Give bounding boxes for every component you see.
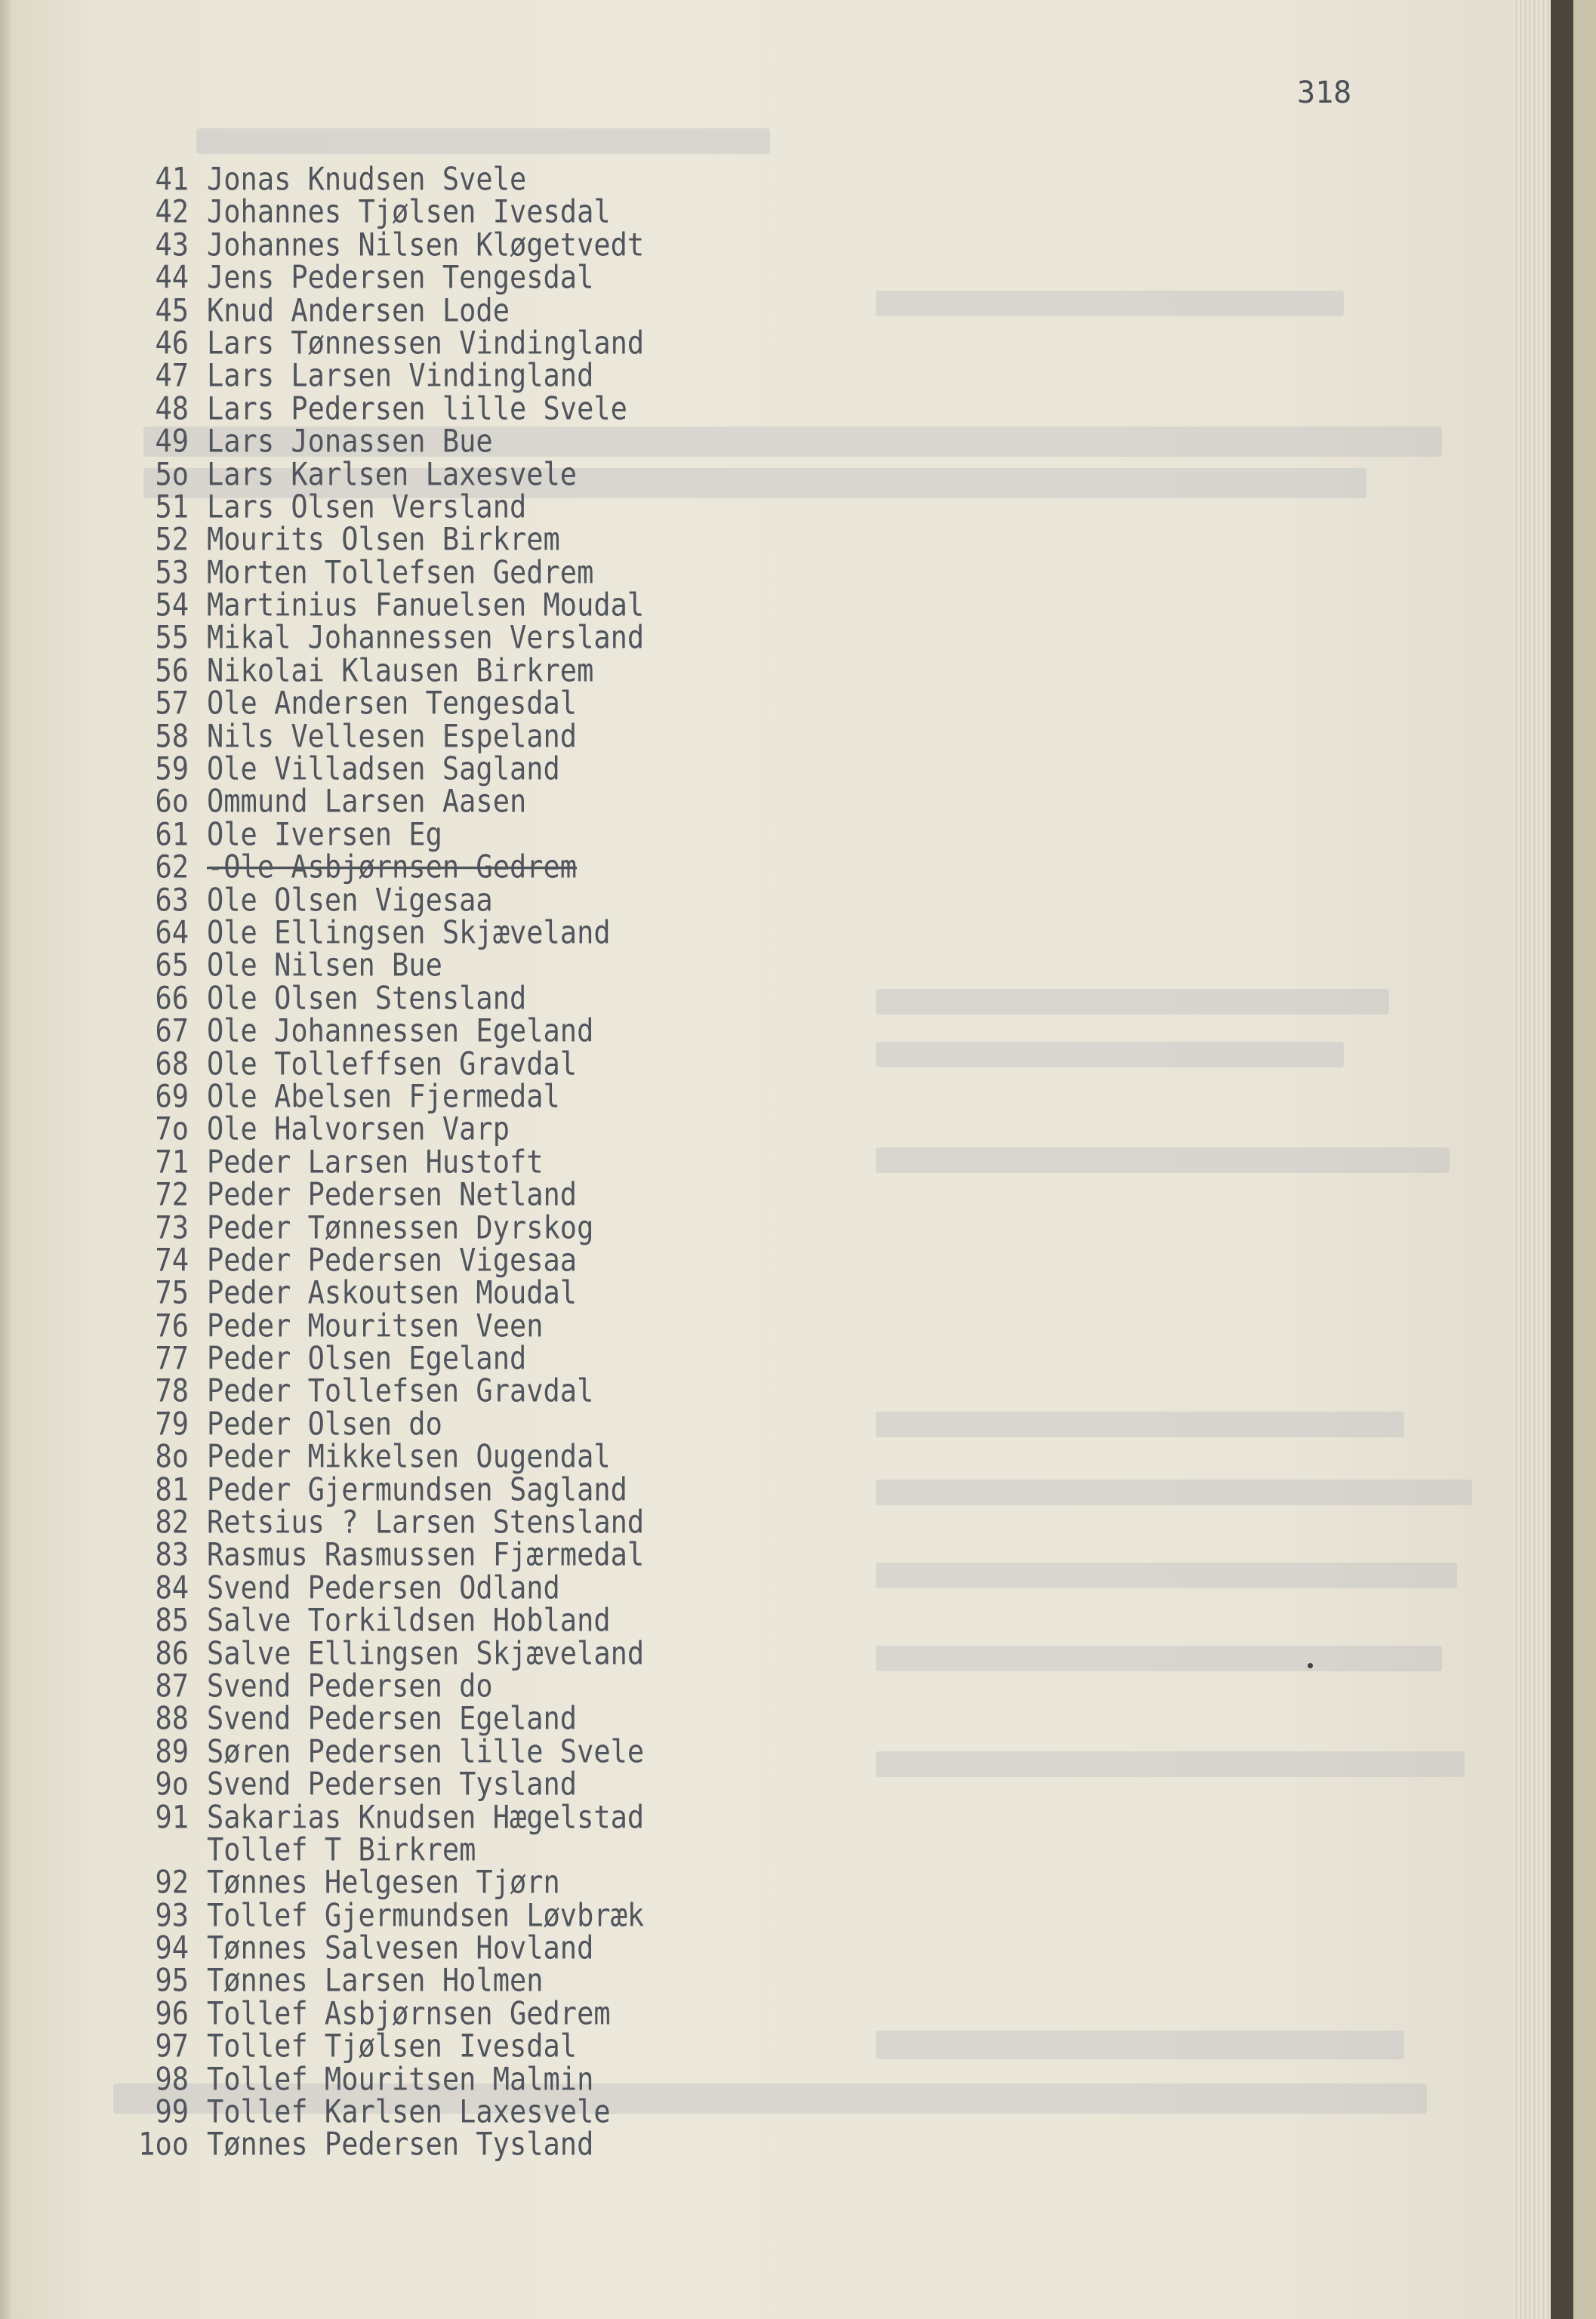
entry-name: Jens Pedersen Tengesdal bbox=[207, 259, 594, 296]
entry-name: Peder Tollefsen Gravdal bbox=[207, 1372, 594, 1410]
entry-number: 48 bbox=[155, 390, 189, 427]
entry-name: Tønnes Pedersen Tysland bbox=[207, 2126, 594, 2163]
list-item bbox=[127, 1078, 644, 1115]
list-item bbox=[127, 390, 644, 427]
entry-number: 6o bbox=[155, 783, 189, 820]
list-item bbox=[127, 980, 644, 1017]
list-item bbox=[127, 784, 644, 821]
entry-number: 47 bbox=[155, 357, 189, 394]
entry-number: 41 bbox=[155, 161, 189, 198]
entry-number: 56 bbox=[155, 652, 189, 689]
entry-number: 95 bbox=[155, 1962, 189, 2000]
list-item bbox=[127, 1242, 644, 1279]
entry-name: Ommund Larsen Aasen bbox=[207, 783, 527, 820]
entry-number: 79 bbox=[155, 1406, 189, 1443]
entry-number: 69 bbox=[155, 1078, 189, 1115]
entry-name: Lars Jonassen Bue bbox=[207, 423, 493, 460]
entry-name: Salve Ellingsen Skjæveland bbox=[207, 1634, 645, 1672]
list-item bbox=[127, 423, 644, 460]
entry-name: Peder Pedersen Netland bbox=[207, 1176, 578, 1213]
entry-number: 58 bbox=[155, 718, 189, 755]
list-item bbox=[127, 1504, 644, 1541]
list-item bbox=[127, 2127, 644, 2163]
entry-name: Jonas Knudsen Svele bbox=[207, 161, 527, 198]
page-stack-edge bbox=[1513, 0, 1551, 2319]
entry-name: Ole Abelsen Fjermedal bbox=[207, 1078, 560, 1115]
entry-name: Lars Karlsen Laxesvele bbox=[207, 455, 578, 493]
entry-number: 45 bbox=[155, 291, 189, 329]
entry-name: Rasmus Rasmussen Fjærmedal bbox=[207, 1536, 645, 1573]
entry-name: Peder Olsen do bbox=[207, 1406, 442, 1443]
entry-number: 8o bbox=[155, 1438, 189, 1475]
entry-name: Tønnes Helgesen Tjørn bbox=[207, 1864, 560, 1901]
entry-number: 63 bbox=[155, 881, 189, 919]
list-item bbox=[127, 554, 644, 591]
entry-number: 64 bbox=[155, 914, 189, 951]
entry-name: Tollef Tjølsen Ivesdal bbox=[207, 2028, 578, 2065]
entry-name: Svend Pedersen Odland bbox=[207, 1569, 560, 1606]
list-item bbox=[127, 456, 644, 493]
ink-dot bbox=[1308, 1663, 1313, 1668]
list-item bbox=[127, 1603, 644, 1640]
list-item bbox=[127, 1471, 644, 1508]
list-item bbox=[127, 1799, 644, 1836]
list-item bbox=[127, 652, 644, 689]
list-item bbox=[127, 260, 644, 297]
entry-number: 89 bbox=[155, 1733, 189, 1770]
list-item bbox=[127, 1701, 644, 1738]
entry-number: 54 bbox=[155, 587, 189, 624]
list-item bbox=[127, 1340, 644, 1377]
entry-name: Tollef Karlsen Laxesvele bbox=[207, 2093, 611, 2130]
list-item bbox=[127, 1144, 644, 1181]
list-item bbox=[127, 947, 644, 984]
entry-name: Ole Andersen Tengesdal bbox=[207, 685, 578, 722]
entry-number: 78 bbox=[155, 1372, 189, 1410]
entry-name: Ole Nilsen Bue bbox=[207, 947, 442, 984]
entry-number: 84 bbox=[155, 1569, 189, 1606]
list-item bbox=[127, 226, 644, 263]
list-item bbox=[127, 194, 644, 231]
entry-number: 53 bbox=[155, 554, 189, 591]
entry-name: Ole Iversen Eg bbox=[207, 816, 442, 853]
entry-name: Ole Halvorsen Varp bbox=[207, 1110, 510, 1147]
entry-number: 81 bbox=[155, 1471, 189, 1508]
list-item bbox=[127, 522, 644, 559]
cover-edge bbox=[1573, 0, 1596, 2319]
entry-number: 61 bbox=[155, 816, 189, 853]
list-item bbox=[127, 1046, 644, 1083]
entry-number: 51 bbox=[155, 488, 189, 525]
entry-name: -Ole Asbjørnsen Gedrem bbox=[207, 848, 578, 885]
entry-name: Ole Tolleffsen Gravdal bbox=[207, 1045, 578, 1083]
list-item bbox=[127, 1929, 644, 1966]
entry-name: Morten Tollefsen Gedrem bbox=[207, 554, 594, 591]
list-item bbox=[127, 1013, 644, 1050]
entry-name: Lars Tønnessen Vindingland bbox=[207, 325, 645, 362]
entry-number: 92 bbox=[155, 1864, 189, 1901]
entry-name: Sakarias Knudsen Hægelstad bbox=[207, 1798, 645, 1836]
entry-number: 97 bbox=[155, 2028, 189, 2065]
entry-name: Tønnes Salvesen Hovland bbox=[207, 1929, 594, 1966]
entry-name: Tønnes Larsen Holmen bbox=[207, 1962, 544, 2000]
entry-number: 94 bbox=[155, 1929, 189, 1966]
entry-number: 93 bbox=[155, 1897, 189, 1934]
entry-number: 76 bbox=[155, 1307, 189, 1344]
entry-number: 74 bbox=[155, 1242, 189, 1279]
list-item bbox=[127, 816, 644, 853]
entry-number: 98 bbox=[155, 2061, 189, 2098]
list-item bbox=[127, 2061, 644, 2098]
entry-name: Johannes Tjølsen Ivesdal bbox=[207, 193, 611, 230]
entry-number: 83 bbox=[155, 1536, 189, 1573]
list-item bbox=[127, 2093, 644, 2130]
entry-number: 55 bbox=[155, 619, 189, 657]
entry-number: 52 bbox=[155, 521, 189, 558]
entry-name: Peder Pedersen Vigesaa bbox=[207, 1242, 578, 1279]
list-item bbox=[127, 750, 644, 787]
list-item bbox=[127, 1569, 644, 1606]
list-item bbox=[127, 1275, 644, 1312]
entry-number: 75 bbox=[155, 1274, 189, 1311]
entry-name: Tollef Gjermundsen Løvbræk bbox=[207, 1897, 645, 1934]
entry-number: 1oo bbox=[138, 2126, 189, 2163]
name-list bbox=[127, 163, 644, 2161]
page-number: 318 bbox=[1297, 75, 1352, 110]
entry-name: Tollef T Birkrem bbox=[207, 1831, 476, 1868]
entry-number: 67 bbox=[155, 1012, 189, 1049]
list-item bbox=[127, 1766, 644, 1803]
entry-name: Johannes Nilsen Kløgetvedt bbox=[207, 226, 645, 263]
list-item bbox=[127, 1733, 644, 1770]
entry-number: 65 bbox=[155, 947, 189, 984]
entry-number: 72 bbox=[155, 1176, 189, 1213]
entry-number: 91 bbox=[155, 1798, 189, 1836]
list-item bbox=[127, 882, 644, 919]
entry-name: Martinius Fanuelsen Moudal bbox=[207, 587, 645, 624]
list-item bbox=[127, 1111, 644, 1148]
entry-name: Nils Vellesen Espeland bbox=[207, 718, 578, 755]
entry-number: 96 bbox=[155, 1995, 189, 2032]
list-item bbox=[127, 1995, 644, 2032]
entry-number: 85 bbox=[155, 1602, 189, 1639]
page-gutter bbox=[0, 0, 11, 2319]
entry-number: 71 bbox=[155, 1144, 189, 1181]
list-item bbox=[127, 292, 644, 329]
entry-name: Søren Pedersen lille Svele bbox=[207, 1733, 645, 1770]
entry-number: 62 bbox=[155, 848, 189, 885]
entry-number: 73 bbox=[155, 1209, 189, 1246]
entry-name: Svend Pedersen do bbox=[207, 1668, 493, 1705]
list-item bbox=[127, 1963, 644, 2000]
entry-number: 44 bbox=[155, 259, 189, 296]
entry-name: Svend Pedersen Egeland bbox=[207, 1700, 578, 1737]
entry-number: 49 bbox=[155, 423, 189, 460]
entry-name: Peder Mikkelsen Ougendal bbox=[207, 1438, 611, 1475]
entry-number: 5o bbox=[155, 455, 189, 493]
list-item bbox=[127, 1406, 644, 1443]
list-item bbox=[127, 1635, 644, 1672]
entry-number: 43 bbox=[155, 226, 189, 263]
list-item bbox=[127, 587, 644, 624]
list-item bbox=[127, 1831, 644, 1868]
entry-name: Ole Ellingsen Skjæveland bbox=[207, 914, 611, 951]
entry-name: Peder Askoutsen Moudal bbox=[207, 1274, 578, 1311]
list-item bbox=[127, 1865, 644, 1902]
entry-name: Peder Olsen Egeland bbox=[207, 1340, 527, 1377]
entry-number: 57 bbox=[155, 685, 189, 722]
entry-number: 68 bbox=[155, 1045, 189, 1083]
list-item bbox=[127, 685, 644, 722]
entry-number: 46 bbox=[155, 325, 189, 362]
list-item bbox=[127, 488, 644, 525]
entry-name: Svend Pedersen Tysland bbox=[207, 1766, 578, 1803]
list-item bbox=[127, 358, 644, 395]
entry-name: Lars Pedersen lille Svele bbox=[207, 390, 627, 427]
entry-name: Knud Andersen Lode bbox=[207, 291, 510, 329]
entry-name: Ole Olsen Stensland bbox=[207, 980, 527, 1017]
entry-name: Peder Mouritsen Veen bbox=[207, 1307, 544, 1344]
entry-number: 59 bbox=[155, 750, 189, 787]
list-item bbox=[127, 1537, 644, 1574]
entry-name: Ole Villadsen Sagland bbox=[207, 750, 560, 787]
entry-name: Lars Olsen Versland bbox=[207, 488, 527, 525]
entry-name: Mikal Johannessen Versland bbox=[207, 619, 645, 657]
entry-name: Peder Gjermundsen Sagland bbox=[207, 1471, 627, 1508]
entry-number: 99 bbox=[155, 2093, 189, 2130]
list-item bbox=[127, 1373, 644, 1410]
list-item bbox=[127, 325, 644, 362]
entry-name: Ole Olsen Vigesaa bbox=[207, 881, 493, 919]
list-item bbox=[127, 1307, 644, 1344]
entry-number: 7o bbox=[155, 1110, 189, 1147]
list-item bbox=[127, 1209, 644, 1246]
entry-name: Mourits Olsen Birkrem bbox=[207, 521, 560, 558]
list-item bbox=[127, 914, 644, 951]
entry-name: Lars Larsen Vindingland bbox=[207, 357, 594, 394]
entry-number: 87 bbox=[155, 1668, 189, 1705]
entry-number: 88 bbox=[155, 1700, 189, 1737]
entry-name: Tollef Asbjørnsen Gedrem bbox=[207, 1995, 611, 2032]
list-item bbox=[127, 620, 644, 657]
entry-number: 66 bbox=[155, 980, 189, 1017]
entry-number: 9o bbox=[155, 1766, 189, 1803]
entry-name: Tollef Mouritsen Malmin bbox=[207, 2061, 594, 2098]
list-item bbox=[127, 849, 644, 886]
entry-name: Peder Larsen Hustoft bbox=[207, 1144, 544, 1181]
entry-number: 82 bbox=[155, 1504, 189, 1541]
entry-number: 42 bbox=[155, 193, 189, 230]
list-item bbox=[127, 161, 644, 198]
list-item bbox=[127, 2028, 644, 2065]
entry-name: Ole Johannessen Egeland bbox=[207, 1012, 594, 1049]
book-cover bbox=[1551, 0, 1573, 2319]
list-item bbox=[127, 718, 644, 755]
entry-name: Salve Torkildsen Hobland bbox=[207, 1602, 611, 1639]
entry-name: Nikolai Klausen Birkrem bbox=[207, 652, 594, 689]
list-item bbox=[127, 1177, 644, 1214]
entry-name: Retsius ? Larsen Stensland bbox=[207, 1504, 645, 1541]
entry-name: Peder Tønnessen Dyrskog bbox=[207, 1209, 594, 1246]
entry-number: 77 bbox=[155, 1340, 189, 1377]
list-item bbox=[127, 1439, 644, 1476]
entry-number: 86 bbox=[155, 1634, 189, 1672]
list-item bbox=[127, 1668, 644, 1705]
list-item bbox=[127, 1897, 644, 1934]
